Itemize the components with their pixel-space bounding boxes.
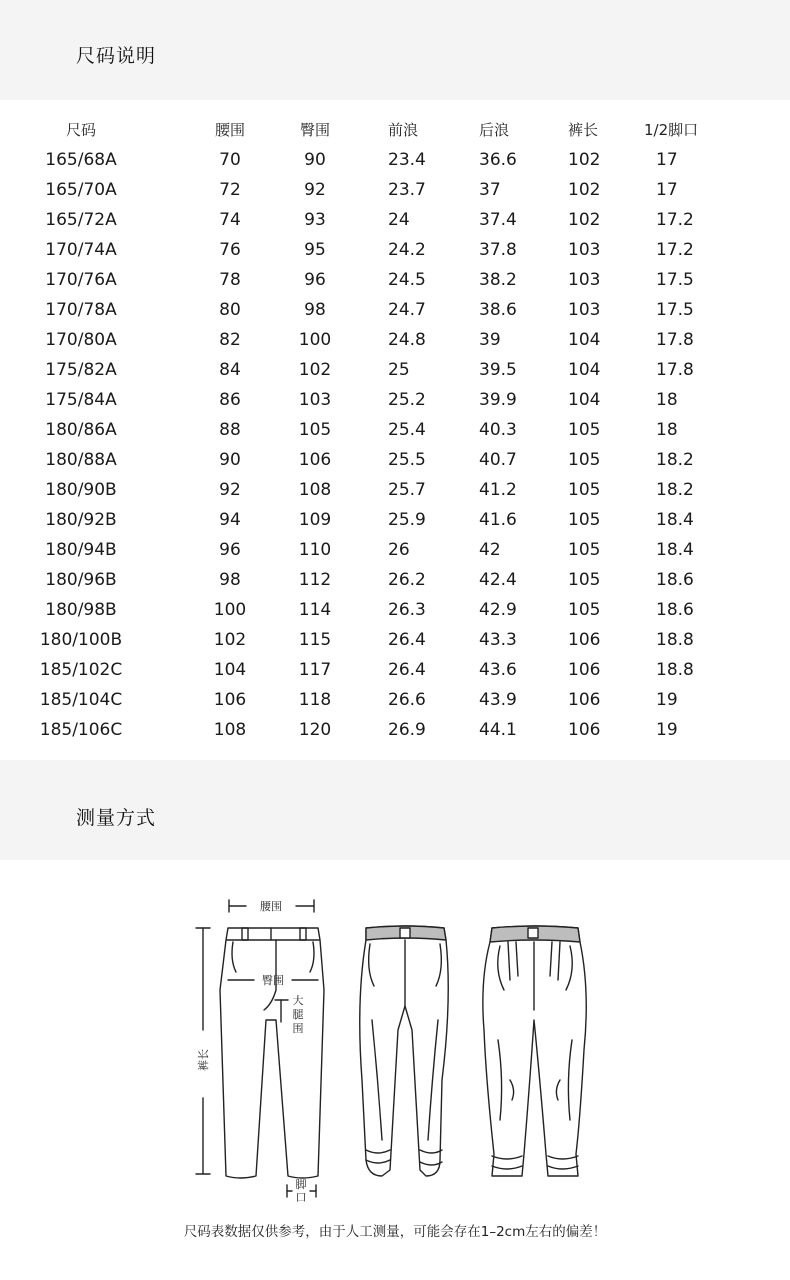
cell-waist: 106 <box>213 690 247 710</box>
cell-half-hem: 18.6 <box>656 570 694 590</box>
cell-size: 175/84A <box>45 390 117 410</box>
cell-length: 104 <box>568 390 601 410</box>
cell-half-hem: 17.2 <box>656 240 694 260</box>
cell-front-rise: 23.7 <box>388 180 426 200</box>
cell-size: 180/96B <box>45 570 117 590</box>
cell-length: 103 <box>568 270 601 290</box>
header-half-hem: 1/2脚口 <box>644 121 699 139</box>
cell-half-hem: 18.2 <box>656 480 694 500</box>
cell-front-rise: 25.5 <box>388 450 426 470</box>
cell-size: 165/72A <box>45 210 117 230</box>
cell-size: 175/82A <box>45 360 117 380</box>
length-label: 裤长 <box>197 1049 210 1071</box>
cell-front-rise: 26.2 <box>388 570 426 590</box>
cell-front-rise: 24.8 <box>388 330 426 350</box>
cell-back-rise: 42 <box>479 540 501 560</box>
cell-hip: 118 <box>298 690 332 710</box>
cell-half-hem: 17.8 <box>656 360 694 380</box>
cell-size: 180/98B <box>45 600 117 620</box>
cell-back-rise: 44.1 <box>479 720 517 740</box>
cell-half-hem: 18.4 <box>656 510 694 530</box>
table-row <box>0 655 790 685</box>
cell-hip: 114 <box>298 600 332 620</box>
cell-half-hem: 18 <box>656 390 678 410</box>
cell-front-rise: 25.2 <box>388 390 426 410</box>
table-row <box>0 625 790 655</box>
cell-size: 165/68A <box>45 150 117 170</box>
cell-waist: 98 <box>219 570 241 590</box>
cell-hip: 98 <box>304 300 326 320</box>
cell-waist: 84 <box>219 360 241 380</box>
cell-front-rise: 25 <box>388 360 410 380</box>
cell-hip: 109 <box>298 510 332 530</box>
cell-front-rise: 25.9 <box>388 510 426 530</box>
cell-length: 105 <box>568 420 601 440</box>
cell-hip: 95 <box>304 240 326 260</box>
cell-back-rise: 43.9 <box>479 690 517 710</box>
cell-hip: 117 <box>298 660 332 680</box>
cell-half-hem: 17 <box>656 150 678 170</box>
pants-front-flat <box>220 928 324 1178</box>
table-row <box>0 715 790 745</box>
cell-front-rise: 26 <box>388 540 410 560</box>
cell-front-rise: 24.5 <box>388 270 426 290</box>
cell-hip: 112 <box>298 570 332 590</box>
cell-hip: 106 <box>298 450 332 470</box>
cell-length: 106 <box>568 720 601 740</box>
cell-waist: 96 <box>219 540 241 560</box>
cell-front-rise: 26.3 <box>388 600 426 620</box>
cell-size: 165/70A <box>45 180 117 200</box>
cell-back-rise: 40.3 <box>479 420 517 440</box>
cell-front-rise: 24.7 <box>388 300 426 320</box>
cell-length: 106 <box>568 660 601 680</box>
table-row <box>0 475 790 505</box>
cell-size: 170/76A <box>45 270 117 290</box>
cell-back-rise: 41.2 <box>479 480 517 500</box>
cell-half-hem: 18.4 <box>656 540 694 560</box>
cell-waist: 80 <box>219 300 241 320</box>
cell-waist: 70 <box>219 150 241 170</box>
cell-half-hem: 18.6 <box>656 600 694 620</box>
cell-size: 170/78A <box>45 300 117 320</box>
cell-hip: 90 <box>304 150 326 170</box>
cell-half-hem: 18 <box>656 420 678 440</box>
cell-hip: 100 <box>298 330 332 350</box>
header-length: 裤长 <box>568 121 599 139</box>
cell-hip: 108 <box>298 480 332 500</box>
pants-pleated-cuffed <box>483 926 586 1176</box>
table-row <box>0 385 790 415</box>
cell-length: 105 <box>568 480 601 500</box>
table-row <box>0 505 790 535</box>
cell-hip: 92 <box>304 180 326 200</box>
cell-half-hem: 17.5 <box>656 270 694 290</box>
cell-waist: 78 <box>219 270 241 290</box>
pants-illustration <box>0 880 790 1210</box>
cell-waist: 90 <box>219 450 241 470</box>
table-header-row <box>0 115 790 145</box>
table-row <box>0 205 790 235</box>
table-row <box>0 235 790 265</box>
cell-waist: 108 <box>213 720 247 740</box>
hip-label: 臀围 <box>262 974 284 987</box>
pants-slim <box>360 926 449 1176</box>
cell-back-rise: 39.9 <box>479 390 517 410</box>
cell-back-rise: 38.6 <box>479 300 517 320</box>
cell-half-hem: 17 <box>656 180 678 200</box>
cell-length: 102 <box>568 150 601 170</box>
cell-waist: 72 <box>219 180 241 200</box>
cell-front-rise: 24 <box>388 210 410 230</box>
cell-length: 103 <box>568 240 601 260</box>
cell-hip: 102 <box>298 360 332 380</box>
cell-size: 180/100B <box>39 630 123 650</box>
cell-length: 104 <box>568 330 601 350</box>
cell-front-rise: 24.2 <box>388 240 426 260</box>
cell-back-rise: 41.6 <box>479 510 517 530</box>
cell-back-rise: 40.7 <box>479 450 517 470</box>
header-back-rise: 后浪 <box>479 121 510 139</box>
cell-size: 180/94B <box>45 540 117 560</box>
cell-hip: 96 <box>304 270 326 290</box>
cell-back-rise: 39.5 <box>479 360 517 380</box>
cell-hip: 105 <box>298 420 332 440</box>
cell-front-rise: 26.9 <box>388 720 426 740</box>
cell-hip: 110 <box>298 540 332 560</box>
cell-waist: 82 <box>219 330 241 350</box>
cell-waist: 104 <box>213 660 247 680</box>
cell-back-rise: 37 <box>479 180 501 200</box>
cell-half-hem: 19 <box>656 720 678 740</box>
cell-waist: 76 <box>219 240 241 260</box>
cell-length: 106 <box>568 630 601 650</box>
table-row <box>0 595 790 625</box>
cell-hip: 120 <box>298 720 332 740</box>
cell-back-rise: 36.6 <box>479 150 517 170</box>
hem-label-2: 口 <box>295 1191 307 1204</box>
cell-back-rise: 42.9 <box>479 600 517 620</box>
hem-label-1: 脚 <box>295 1178 307 1191</box>
cell-waist: 94 <box>219 510 241 530</box>
cell-length: 104 <box>568 360 601 380</box>
cell-hip: 115 <box>298 630 332 650</box>
cell-half-hem: 17.5 <box>656 300 694 320</box>
cell-front-rise: 26.6 <box>388 690 426 710</box>
table-row <box>0 295 790 325</box>
cell-waist: 86 <box>219 390 241 410</box>
table-row <box>0 265 790 295</box>
header-waist: 腰围 <box>214 121 245 139</box>
cell-back-rise: 43.6 <box>479 660 517 680</box>
table-row <box>0 325 790 355</box>
table-row <box>0 145 790 175</box>
cell-length: 103 <box>568 300 601 320</box>
cell-length: 102 <box>568 210 601 230</box>
cell-waist: 100 <box>213 600 247 620</box>
cell-length: 106 <box>568 690 601 710</box>
cell-size: 180/86A <box>45 420 117 440</box>
disclaimer-note: 尺码表数据仅供参考，由于人工测量，可能会存在1–2cm左右的偏差！ <box>183 1224 607 1240</box>
thigh-label-2: 腿 <box>292 1008 304 1021</box>
cell-front-rise: 26.4 <box>388 660 426 680</box>
cell-size: 180/92B <box>45 510 117 530</box>
cell-back-rise: 37.8 <box>479 240 517 260</box>
header-size: 尺码 <box>65 121 96 139</box>
cell-half-hem: 19 <box>656 690 678 710</box>
measurement-diagram <box>0 880 790 1210</box>
cell-size: 180/90B <box>45 480 117 500</box>
cell-length: 105 <box>568 570 601 590</box>
cell-hip: 93 <box>304 210 326 230</box>
cell-half-hem: 18.8 <box>656 660 694 680</box>
cell-front-rise: 26.4 <box>388 630 426 650</box>
cell-half-hem: 17.8 <box>656 330 694 350</box>
header-front-rise: 前浪 <box>388 121 419 139</box>
cell-size: 170/80A <box>45 330 117 350</box>
cell-half-hem: 18.2 <box>656 450 694 470</box>
waist-label: 腰围 <box>260 900 282 913</box>
table-row <box>0 685 790 715</box>
table-row <box>0 565 790 595</box>
table-row <box>0 175 790 205</box>
cell-front-rise: 23.4 <box>388 150 426 170</box>
cell-size: 185/102C <box>39 660 123 680</box>
table-row <box>0 535 790 565</box>
cell-waist: 88 <box>219 420 241 440</box>
cell-front-rise: 25.4 <box>388 420 426 440</box>
thigh-label-1: 大 <box>292 994 304 1007</box>
table-row <box>0 445 790 475</box>
cell-length: 105 <box>568 600 601 620</box>
table-row <box>0 355 790 385</box>
cell-back-rise: 37.4 <box>479 210 517 230</box>
cell-half-hem: 17.2 <box>656 210 694 230</box>
cell-size: 185/104C <box>39 690 123 710</box>
cell-front-rise: 25.7 <box>388 480 426 500</box>
cell-length: 102 <box>568 180 601 200</box>
cell-back-rise: 39 <box>479 330 501 350</box>
header-hip: 臀围 <box>299 121 330 139</box>
cell-length: 105 <box>568 450 601 470</box>
table-row <box>0 415 790 445</box>
cell-back-rise: 42.4 <box>479 570 517 590</box>
cell-waist: 74 <box>219 210 241 230</box>
cell-back-rise: 38.2 <box>479 270 517 290</box>
cell-size: 170/74A <box>45 240 117 260</box>
cell-waist: 102 <box>213 630 247 650</box>
cell-size: 185/106C <box>39 720 123 740</box>
thigh-dimension <box>275 1000 288 1022</box>
cell-half-hem: 18.8 <box>656 630 694 650</box>
size-section-title: 尺码说明 <box>76 45 157 67</box>
measure-section-title: 测量方式 <box>76 807 157 829</box>
cell-length: 105 <box>568 510 601 530</box>
cell-size: 180/88A <box>45 450 117 470</box>
cell-hip: 103 <box>298 390 332 410</box>
cell-length: 105 <box>568 540 601 560</box>
thigh-label-3: 围 <box>292 1022 304 1035</box>
cell-waist: 92 <box>219 480 241 500</box>
cell-back-rise: 43.3 <box>479 630 517 650</box>
